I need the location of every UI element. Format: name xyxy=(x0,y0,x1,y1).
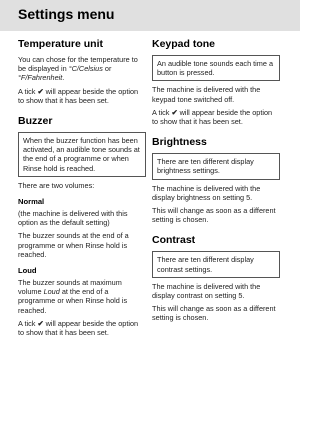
page-header xyxy=(0,0,300,31)
brightness-change-note: This will change as soon as a different setting is chosen. xyxy=(152,206,276,225)
contrast-heading: Contrast xyxy=(152,234,196,247)
brightness-heading: Brightness xyxy=(152,136,207,149)
tick-icon: ✔ xyxy=(37,318,44,328)
tick-icon: ✔ xyxy=(37,86,44,96)
loud-volume-heading: Loud xyxy=(18,266,37,276)
contrast-change-note: This will change as soon as a different setting is chosen. xyxy=(152,304,276,323)
right-column xyxy=(152,38,280,327)
buzzer-heading: Buzzer xyxy=(18,115,53,128)
keypad-tone-heading: Keypad tone xyxy=(152,38,216,50)
page-title: Settings menu xyxy=(18,6,115,22)
keypad-tone-tick-note: A tick ✔ will appear beside the option to show that it has been set. xyxy=(152,107,273,127)
buzzer-volumes-intro: There are two volumes: xyxy=(18,180,95,190)
temperature-unit-tick-note: A tick ✔ will appear beside the option to show that it has been set. xyxy=(18,86,139,105)
contrast-info-box: There are ten different display contrast settings. xyxy=(152,251,280,277)
loud-volume-description: The buzzer sounds at maximum volume Loud at the end of a programme or when Rinse hold is reached. xyxy=(18,278,128,315)
temperature-unit-description: You can chose for the temperature to be displayed in °C/Celsius or °F/Fahrenheit. xyxy=(18,55,138,83)
buzzer-info-box: When the buzzer function has been activated, an audible tone sounds at the end of a programme or when Rinse hold is reached. xyxy=(18,132,146,177)
keypad-tone-default-note: The machine is delivered with the keypad tone switched off. xyxy=(152,85,261,104)
normal-volume-description: The buzzer sounds at the end of a programme or when Rinse hold is reached. xyxy=(18,231,129,259)
brightness-info-box: There are ten different display brightness settings. xyxy=(152,153,280,179)
temperature-unit-heading: Temperature unit xyxy=(18,38,103,50)
normal-volume-default-note: (the machine is delivered with this option as the default setting) xyxy=(18,209,128,228)
brightness-default-note: The machine is delivered with the display brightness on setting 5. xyxy=(152,183,261,202)
tick-icon: ✔ xyxy=(171,107,178,117)
normal-volume-heading: Normal xyxy=(18,197,45,207)
contrast-default-note: The machine is delivered with the display contrast on setting 5. xyxy=(152,281,261,301)
loud-volume-tick-note: A tick ✔ will appear beside the option to show that it has been set. xyxy=(18,318,139,338)
keypad-tone-info-box: An audible tone sounds each time a button is pressed. xyxy=(152,55,280,81)
left-column xyxy=(18,38,146,341)
